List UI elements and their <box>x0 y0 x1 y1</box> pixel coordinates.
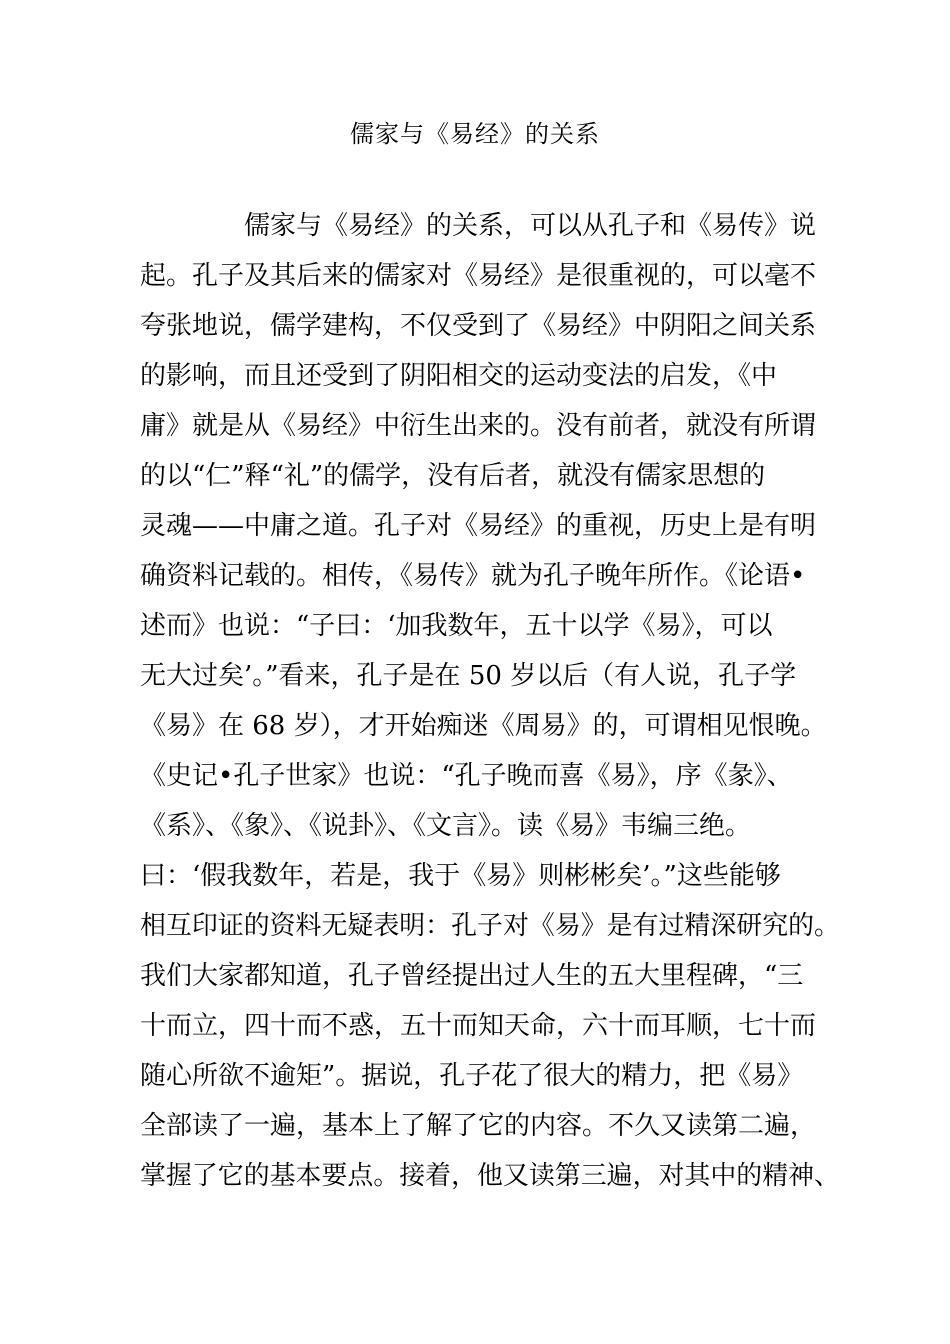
paragraph-line: 的影响，而且还受到了阴阳相交的运动变法的启发，《中 <box>140 361 778 391</box>
paragraph-line: 我们大家都知道，孔子曾经提出过人生的五大里程碑，“三 <box>140 961 804 991</box>
paragraph-line: 的以“仁”释“礼”的儒学，没有后者，就没有儒家思想的 <box>140 461 766 491</box>
paragraph-line: 夸张地说，儒学建构，不仅受到了《易经》中阴阳之间关系 <box>140 311 817 341</box>
paragraph-line: 《史记•孔子世家》也说：“孔子晚而喜《易》，序《彖》、 <box>140 761 793 791</box>
paragraph-line: 无大过矣’。”看来，孔子是在 50 岁以后（有人说，孔子学 <box>140 661 797 691</box>
paragraph-line: 掌握了它的基本要点。接着，他又读第三遍，对其中的精神、 <box>140 1161 840 1191</box>
paragraph-line: 曰：‘假我数年，若是，我于《易》则彬彬矣’。”这些能够 <box>140 861 781 891</box>
paragraph-line: 十而立，四十而不惑，五十而知天命，六十而耳顺，七十而 <box>140 1011 817 1041</box>
paragraph-line: 灵魂——中庸之道。孔子对《易经》的重视，历史上是有明 <box>140 511 817 541</box>
paragraph-line: 庸》就是从《易经》中衍生出来的。没有前者，就没有所谓 <box>140 411 817 441</box>
paragraph-line: 起。孔子及其后来的儒家对《易经》是很重视的，可以毫不 <box>140 261 817 291</box>
paragraph-line: 《易》在 68 岁），才开始痴迷《周易》的，可谓相见恨晚。 <box>140 711 827 741</box>
paragraph-line: 《系》、《象》、《说卦》、《文言》。读《易》韦编三绝。 <box>140 811 752 841</box>
document-title: 儒家与《易经》的关系 <box>350 120 600 148</box>
paragraph-line: 全部读了一遍，基本上了解了它的内容。不久又读第二遍， <box>140 1111 817 1141</box>
paragraph-line: 随心所欲不逾矩”。据说，孔子花了很大的精力，把《易》 <box>140 1061 804 1091</box>
paragraph-line: 述而》也说：“子曰：‘加我数年，五十以学《易》，可以 <box>140 611 773 641</box>
paragraph-line: 儒家与《易经》的关系，可以从孔子和《易传》说 <box>244 211 817 241</box>
paragraph-line: 确资料记载的。相传，《易传》就为孔子晚年所作。《论语• <box>140 561 806 591</box>
paragraph-line: 相互印证的资料无疑表明：孔子对《易》是有过精深研究的。 <box>140 911 840 941</box>
